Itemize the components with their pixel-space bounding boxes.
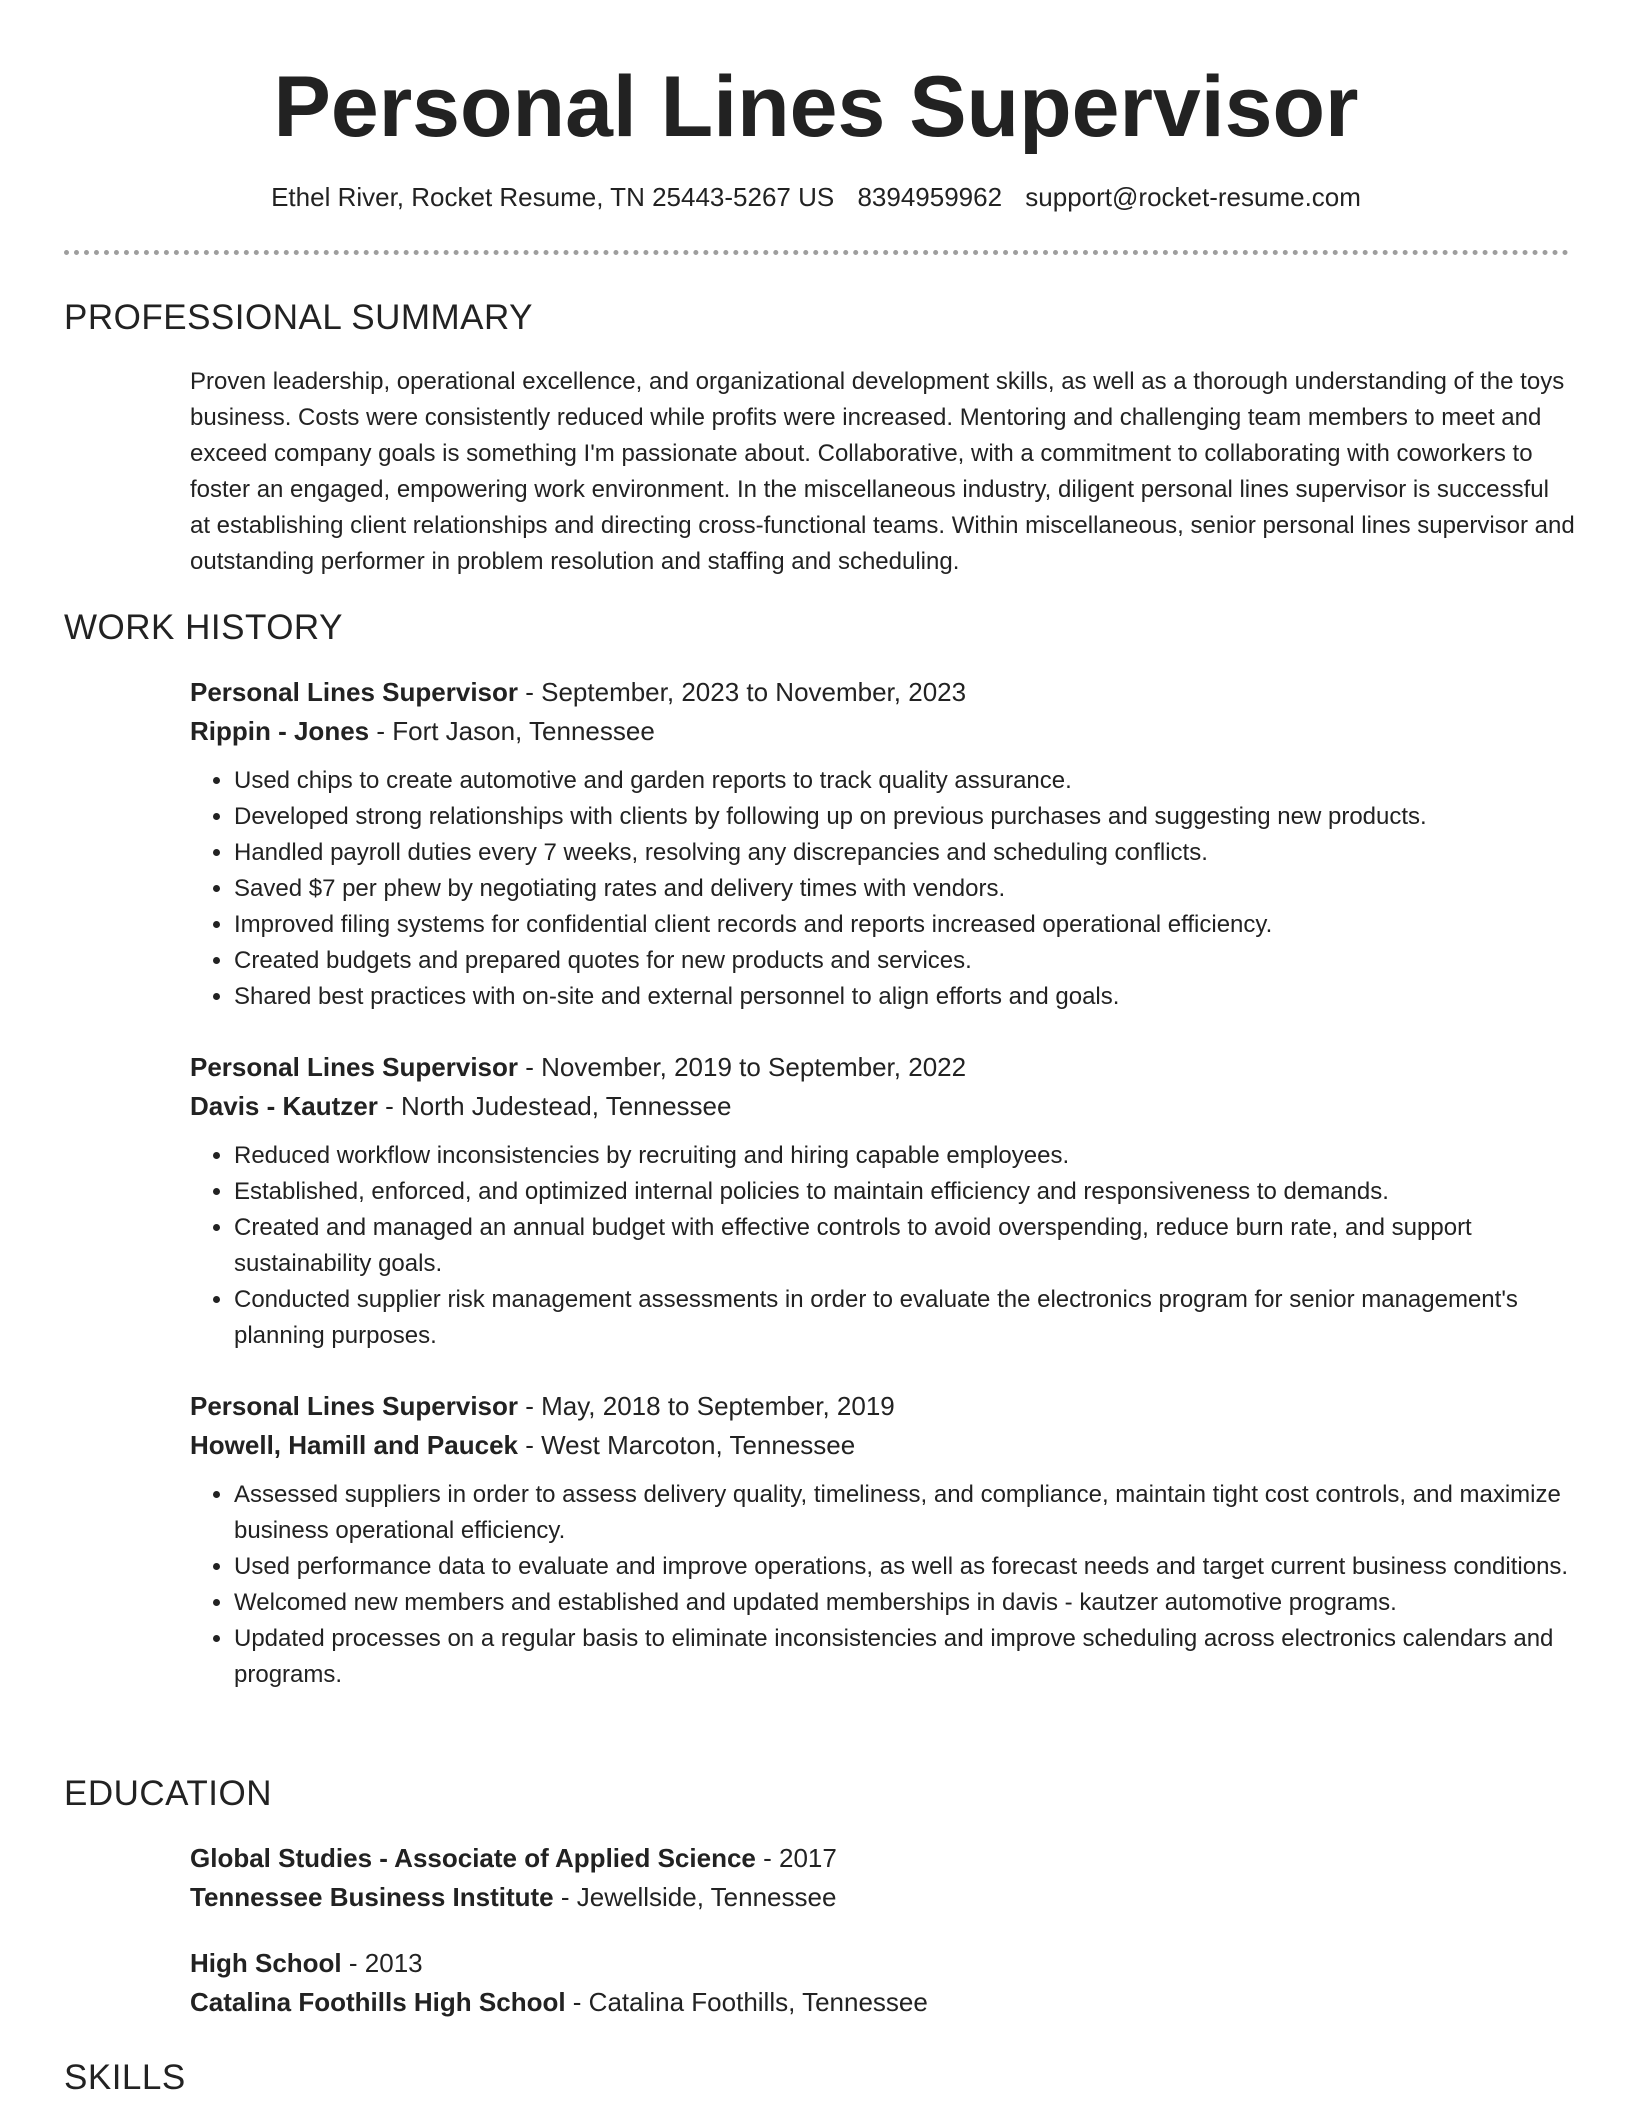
- job-bullet: • Welcomed new members and established and updated memberships in davis - kautzer automotive programs.: [234, 1585, 1575, 1621]
- resume-title: Personal Lines Supervisor: [273, 59, 1359, 155]
- employer-location: - West Marcoton, Tennessee: [518, 1430, 856, 1460]
- employer-location: - Fort Jason, Tennessee: [369, 716, 655, 746]
- education-degree-line: [190, 1840, 1575, 1876]
- summary-text: Proven leadership, operational excellence, and organizational development skills, as well as a thorough understanding of the toys business. Costs were consistently reduced while profits were increased. Mentoring and challenging team members to meet and exceed company goals is something I'm passionate about. Collaborative, with a commitment to collaborating with coworkers to foster an engaged, empowering work environment. In the miscellaneous industry, diligent personal lines supervisor is successful at establishing client relationships and directing cross-functional teams. Within miscellaneous, senior personal lines supervisor and outstanding performer in problem resolution and staffing and scheduling.: [190, 368, 1575, 575]
- job-bullet: • Created and managed an annual budget with effective controls to avoid overspending, reduce burn rate, and support sustainability goals.: [234, 1210, 1575, 1282]
- education-school: Tennessee Business Institute: [190, 1882, 554, 1912]
- summary-heading: PROFESSIONAL SUMMARY: [64, 298, 533, 337]
- job-bullet: • Used chips to create automotive and garden reports to track quality assurance.: [234, 763, 1575, 799]
- education-heading: EDUCATION: [64, 1774, 273, 1813]
- work-history-section: [190, 674, 1575, 1693]
- work-history-heading: WORK HISTORY: [64, 608, 343, 647]
- employer-line: [190, 1427, 1575, 1463]
- education-degree-line: [190, 1945, 1575, 1981]
- employer-name: Davis - Kautzer: [190, 1091, 378, 1121]
- job-dates: - November, 2019 to September, 2022: [518, 1052, 967, 1082]
- job-bullet: • Saved $7 per phew by negotiating rates and delivery times with vendors.: [234, 871, 1575, 907]
- job-title: Personal Lines Supervisor: [190, 677, 519, 707]
- job-bullets: [190, 763, 1575, 1015]
- job-title: Personal Lines Supervisor: [190, 1391, 519, 1421]
- job-bullet: • Created budgets and prepared quotes for new products and services.: [234, 943, 1575, 979]
- employer-line: [190, 1088, 1575, 1124]
- contact-phone: 8394959962: [857, 182, 1003, 212]
- job-bullet: • Improved filing systems for confidential client records and reports increased operational efficiency.: [234, 907, 1575, 943]
- job-bullets: [190, 1477, 1575, 1693]
- job-entry: [190, 1388, 1575, 1693]
- contact-line: [0, 180, 1632, 214]
- skills-heading: SKILLS: [64, 2058, 186, 2097]
- job-bullet: • Shared best practices with on-site and external personnel to align efforts and goals.: [234, 979, 1575, 1015]
- job-title-line: [190, 1388, 1575, 1424]
- education-degree: Global Studies - Associate of Applied Science: [190, 1843, 756, 1873]
- education-school: Catalina Foothills High School: [190, 1987, 566, 2017]
- job-bullet: • Developed strong relationships with clients by following up on previous purchases and suggesting new products.: [234, 799, 1575, 835]
- education-entry: [190, 1840, 1575, 1915]
- employer-name: Howell, Hamill and Paucek: [190, 1430, 518, 1460]
- contact-address: Ethel River, Rocket Resume, TN 25443-5267 US: [271, 182, 835, 212]
- education-year: - 2017: [755, 1843, 837, 1873]
- education-entry: [190, 1945, 1575, 2020]
- education-degree: High School: [190, 1948, 342, 1978]
- header-divider: [64, 250, 1569, 255]
- education-school-line: [190, 1879, 1575, 1915]
- job-bullet: • Updated processes on a regular basis to eliminate inconsistencies and improve scheduling across electronics calendars and programs.: [234, 1621, 1575, 1693]
- contact-email: support@rocket-resume.com: [1025, 182, 1361, 212]
- job-bullet: • Assessed suppliers in order to assess delivery quality, timeliness, and compliance, maintain tight cost controls, and maximize business operational efficiency.: [234, 1477, 1575, 1549]
- job-entry: [190, 674, 1575, 1015]
- education-section: [190, 1840, 1575, 2020]
- employer-location: - North Judestead, Tennessee: [377, 1091, 732, 1121]
- job-bullet: • Handled payroll duties every 7 weeks, resolving any discrepancies and scheduling conflicts.: [234, 835, 1575, 871]
- job-title: Personal Lines Supervisor: [190, 1052, 519, 1082]
- job-bullet: • Conducted supplier risk management assessments in order to evaluate the electronics program for senior management's planning purposes.: [234, 1282, 1575, 1354]
- job-bullet: • Reduced workflow inconsistencies by recruiting and hiring capable employees.: [234, 1138, 1575, 1174]
- job-title-line: [190, 674, 1575, 710]
- job-dates: - May, 2018 to September, 2019: [518, 1391, 895, 1421]
- job-bullets: [190, 1138, 1575, 1354]
- job-bullet: • Used performance data to evaluate and improve operations, as well as forecast needs and target current business conditions.: [234, 1549, 1575, 1585]
- education-school-line: [190, 1984, 1575, 2020]
- education-year: - 2013: [341, 1948, 423, 1978]
- job-dates: - September, 2023 to November, 2023: [518, 677, 967, 707]
- job-bullet: • Established, enforced, and optimized internal policies to maintain efficiency and responsiveness to demands.: [234, 1174, 1575, 1210]
- employer-name: Rippin - Jones: [190, 716, 370, 746]
- job-title-line: [190, 1049, 1575, 1085]
- summary-section: [190, 364, 1575, 580]
- education-location: - Jewellside, Tennessee: [553, 1882, 837, 1912]
- employer-line: [190, 713, 1575, 749]
- education-location: - Catalina Foothills, Tennessee: [565, 1987, 928, 2017]
- job-entry: [190, 1049, 1575, 1354]
